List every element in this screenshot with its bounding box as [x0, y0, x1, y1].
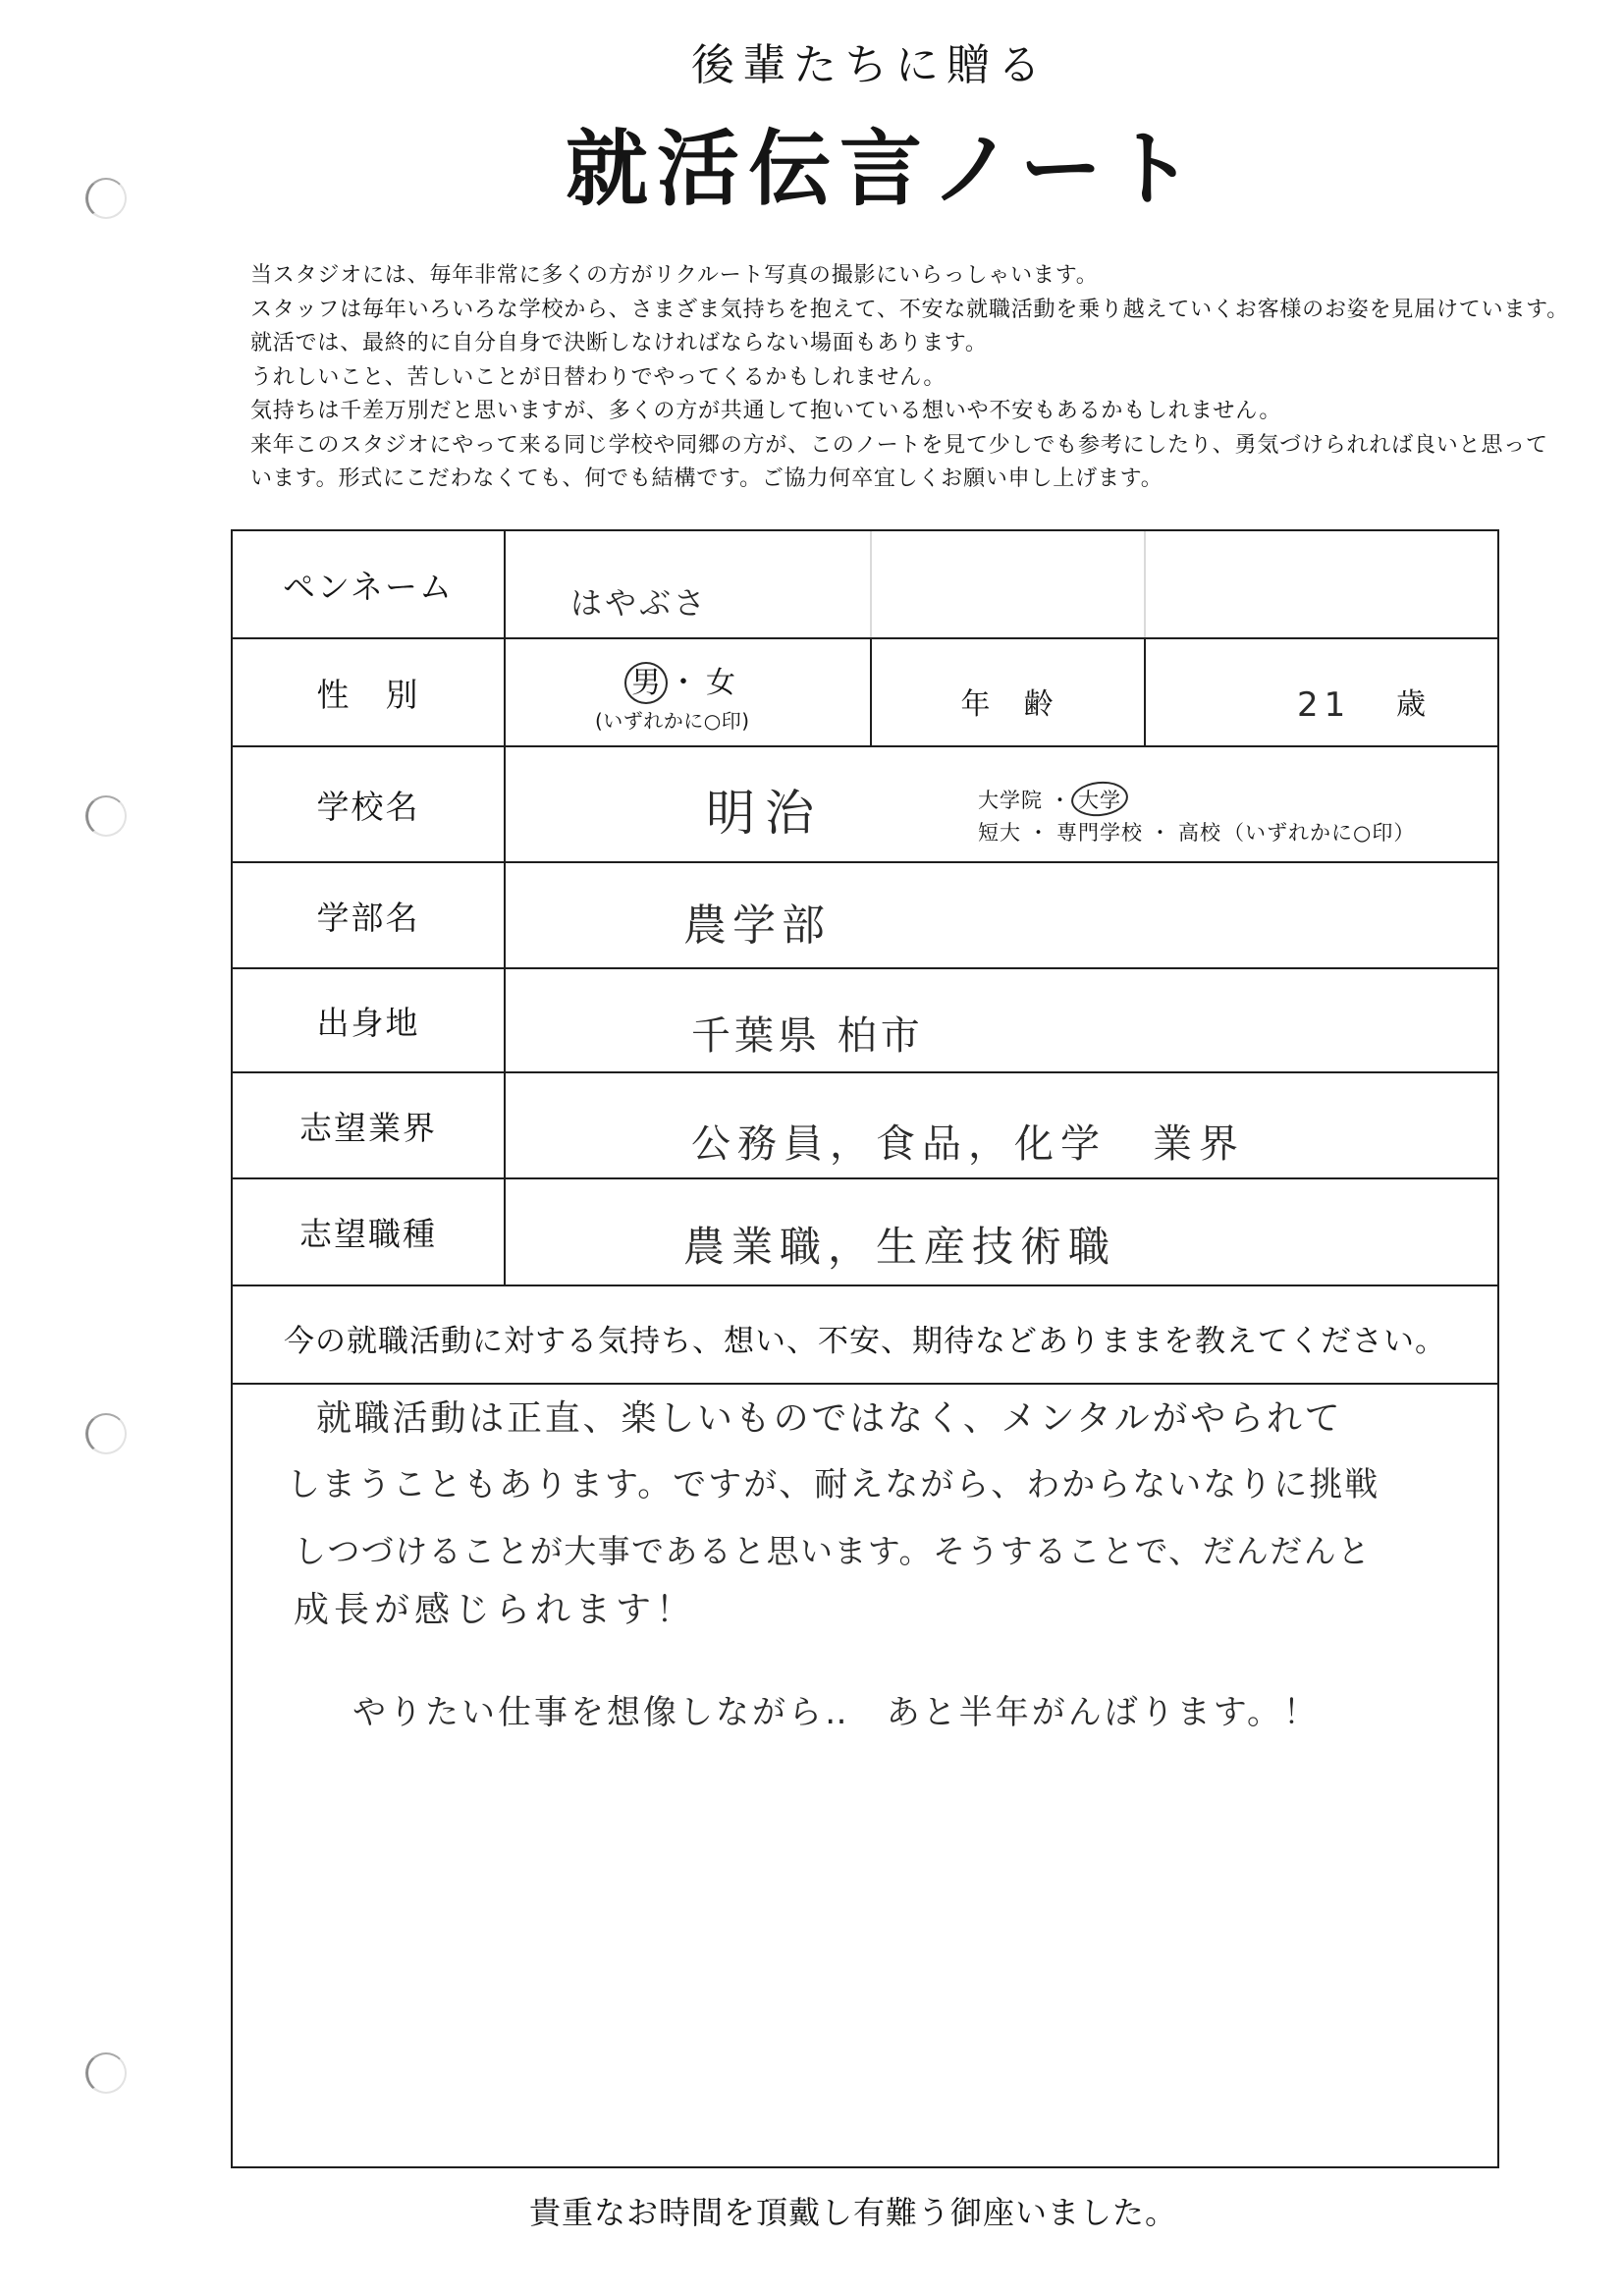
gender-instruction: (いずれかに○印) [595, 709, 750, 733]
intro-line: います。形式にこだわなくても、何でも結構です。ご協力何卒宜しくお願い申し上げます。 [250, 466, 1163, 491]
punch-hole [85, 2052, 127, 2094]
thank-you-note: 貴重なお時間を頂戴し有難う御座いました。 [529, 2194, 1178, 2231]
label-gender: 性 別 [233, 639, 506, 745]
school-type-instruction: （いずれかに○印） [1223, 821, 1416, 845]
label-faculty: 学部名 [233, 863, 506, 967]
school-type-line-1 [978, 791, 1121, 811]
cell-divider [1144, 639, 1146, 745]
intro-line: 気持ちは千差万別だと思いますが、多くの方が共通して抱いている想いや不安もあるかもしれません。 [250, 399, 1282, 423]
answer-line: やりたい仕事を想像しながら‥ あと半年がんばります。！ [352, 1693, 1320, 1732]
document-title: 就活伝言ノート [566, 121, 1203, 217]
school-type-text: 大学院 [978, 789, 1043, 812]
separator: ・ [1150, 821, 1171, 845]
row-question [233, 1285, 1497, 1383]
label-industry: 志望業界 [233, 1073, 506, 1177]
value-penname: はやぶさ [570, 584, 709, 622]
answer-line: しつづけることが大事であると思います。そうすることで、だんだんと [294, 1532, 1372, 1570]
intro-line: 来年このスタジオにやって来る同じ学校や同郷の方が、このノートを見て少しでも参考にしたり、勇気づけられれば良いと思って [250, 432, 1548, 458]
separator: ・ [1028, 821, 1050, 845]
label-job-type: 志望職種 [233, 1179, 506, 1285]
selection-circle [624, 662, 668, 704]
school-type-option [978, 791, 1043, 811]
answer-line: 就職活動は正直、楽しいものではなく、メンタルがやられて [316, 1398, 1343, 1439]
school-type-option [1056, 823, 1143, 844]
school-type-text: 高校 [1178, 821, 1221, 845]
school-type-option [1078, 791, 1121, 811]
row-school [233, 745, 1497, 861]
school-type-text: 大学 [1078, 789, 1121, 812]
answer-line: 成長が感じられます！ [294, 1590, 697, 1630]
punch-hole [85, 1413, 127, 1454]
gender-option-female [706, 666, 735, 700]
cell-divider [870, 531, 872, 637]
row-hometown [233, 967, 1497, 1071]
school-type-text: 専門学校 [1056, 821, 1143, 845]
school-type-line-2 [978, 823, 1415, 844]
school-type-option [1178, 823, 1221, 844]
gender-option-text: 男 [631, 666, 661, 700]
question-prompt: 今の就職活動に対する気持ち、想い、不安、期待などありままを教えてください。 [284, 1324, 1446, 1359]
row-penname [233, 531, 1497, 637]
document-subtitle: 後輩たちに贈る [691, 40, 1049, 90]
cell-divider [1144, 531, 1146, 637]
school-type-option [978, 823, 1021, 844]
value-faculty: 農学部 [683, 901, 831, 951]
label-hometown: 出身地 [233, 969, 506, 1071]
value-age: 21 [1297, 685, 1352, 725]
label-age: 年 齢 [960, 687, 1055, 722]
row-job-type [233, 1177, 1497, 1285]
separator: ・ [1050, 789, 1071, 812]
label-penname: ペンネーム [233, 531, 506, 637]
answer-line: しまうこともあります。ですが、耐えながら、わからないなりに挑戦 [287, 1465, 1380, 1504]
value-industry: 公務員，食品，化学 業界 [691, 1121, 1245, 1167]
row-gender-age [233, 637, 1497, 745]
punch-hole [85, 178, 127, 219]
intro-line: うれしいこと、苦しいことが日替わりでやってくるかもしれません。 [250, 364, 947, 390]
value-hometown: 千葉県 柏市 [691, 1013, 924, 1059]
intro-line: 就活では、最終的に自分自身で決断しなければならない場面もあります。 [250, 331, 988, 355]
school-type-text: 短大 [978, 821, 1021, 845]
value-school: 明治 [706, 785, 824, 842]
value-job-type: 農業職，生産技術職 [683, 1223, 1117, 1271]
row-industry [233, 1071, 1497, 1177]
intro-line: 当スタジオには、毎年非常に多くの方がリクルート写真の撮影にいらっしゃいます。 [250, 263, 1099, 288]
row-faculty [233, 861, 1497, 967]
age-unit: 歳 [1396, 687, 1426, 722]
punch-hole [85, 795, 127, 837]
gender-option-text: 女 [706, 666, 735, 700]
intro-text [250, 259, 1569, 497]
separator: ・ [669, 666, 698, 700]
gender-options [631, 666, 735, 700]
intro-line: スタッフは毎年いろいろな学校から、さまざま気持ちを抱えて、不安な就職活動を乗り越えていくお客様のお姿を見届けています。 [250, 297, 1570, 322]
answer-area [233, 1383, 1497, 2166]
gender-option-male [631, 666, 661, 700]
selection-circle [1069, 779, 1129, 819]
label-school: 学校名 [233, 747, 506, 861]
form-table [231, 529, 1499, 2168]
